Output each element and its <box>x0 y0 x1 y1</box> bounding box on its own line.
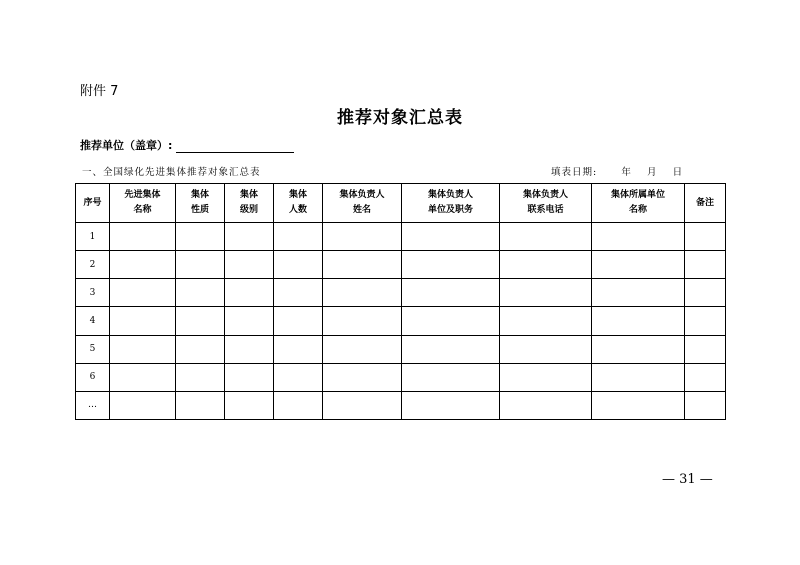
table-cell[interactable] <box>323 363 402 391</box>
column-header-text: 集体 <box>239 190 258 200</box>
column-header-text: 先进集体 <box>124 190 161 200</box>
column-header <box>685 184 726 223</box>
fill-date-year: 年 <box>621 167 632 178</box>
table-cell[interactable] <box>402 391 500 419</box>
table-row <box>76 279 726 307</box>
column-header <box>402 184 500 223</box>
column-header <box>592 184 685 223</box>
column-header-text: 集体负责人 <box>522 190 568 200</box>
table-cell[interactable] <box>592 335 685 363</box>
table-cell[interactable] <box>500 391 592 419</box>
table-cell[interactable] <box>176 279 225 307</box>
fill-date-day: 日 <box>672 167 684 178</box>
column-header <box>76 184 110 223</box>
table-cell[interactable] <box>592 251 685 279</box>
table-cell[interactable] <box>274 223 323 251</box>
table-cell[interactable] <box>402 279 500 307</box>
column-header-text: 级别 <box>239 205 258 215</box>
section-title: 一、全国绿化先进集体推荐对象汇总表 <box>82 167 261 178</box>
table-header-row <box>76 184 726 223</box>
table-cell[interactable] <box>685 251 726 279</box>
table-cell[interactable] <box>225 223 274 251</box>
table-cell[interactable] <box>323 251 402 279</box>
table-cell[interactable] <box>592 391 685 419</box>
column-header-text: 名称 <box>628 205 647 215</box>
table-cell[interactable] <box>110 279 176 307</box>
summary-table <box>75 183 726 420</box>
column-header-text: 备注 <box>695 197 714 208</box>
column-header-text: 姓名 <box>352 205 371 215</box>
table-cell[interactable] <box>110 251 176 279</box>
column-header <box>274 184 323 223</box>
table-cell[interactable] <box>225 363 274 391</box>
table-cell[interactable] <box>110 307 176 335</box>
table-cell[interactable] <box>274 251 323 279</box>
table-cell[interactable] <box>402 335 500 363</box>
column-header-text: 集体所属单位 <box>610 190 665 200</box>
table-cell[interactable] <box>110 363 176 391</box>
row-number-cell: 6 <box>76 363 110 391</box>
table-cell[interactable] <box>685 223 726 251</box>
table-cell[interactable] <box>110 223 176 251</box>
table-cell[interactable] <box>592 307 685 335</box>
table-cell[interactable] <box>323 335 402 363</box>
table-cell[interactable] <box>176 223 225 251</box>
table-cell[interactable] <box>402 363 500 391</box>
table-cell[interactable] <box>685 279 726 307</box>
column-header <box>323 184 402 223</box>
column-header-text: 集体 <box>288 190 307 200</box>
table-cell[interactable] <box>323 279 402 307</box>
table-cell[interactable] <box>274 391 323 419</box>
table-cell[interactable] <box>110 391 176 419</box>
row-number-cell: 1 <box>76 223 110 251</box>
table-cell[interactable] <box>402 251 500 279</box>
table-cell[interactable] <box>274 279 323 307</box>
column-header-text: 联系电话 <box>527 205 564 215</box>
row-number-cell: 2 <box>76 251 110 279</box>
table-cell[interactable] <box>592 279 685 307</box>
fill-date-month: 月 <box>647 167 658 178</box>
column-header <box>176 184 225 223</box>
table-cell[interactable] <box>225 251 274 279</box>
table-cell[interactable] <box>500 307 592 335</box>
table-cell[interactable] <box>685 391 726 419</box>
column-header-text: 集体负责人 <box>427 190 473 200</box>
column-header-text: 序号 <box>83 197 102 208</box>
row-number-cell: … <box>76 391 110 419</box>
table-cell[interactable] <box>592 223 685 251</box>
table-cell[interactable] <box>402 223 500 251</box>
recommend-unit-line <box>80 137 294 153</box>
column-header-text: 人数 <box>288 205 307 215</box>
table-cell[interactable] <box>274 335 323 363</box>
table-cell[interactable] <box>274 363 323 391</box>
table-cell[interactable] <box>176 335 225 363</box>
column-header-text: 集体负责人 <box>339 190 385 200</box>
table-cell[interactable] <box>323 223 402 251</box>
table-cell[interactable] <box>685 307 726 335</box>
page-title: 推荐对象汇总表 <box>337 108 463 128</box>
column-header <box>500 184 592 223</box>
table-cell[interactable] <box>225 279 274 307</box>
column-header <box>110 184 176 223</box>
table-row <box>76 223 726 251</box>
table-cell[interactable] <box>500 251 592 279</box>
column-header-text: 名称 <box>133 205 152 215</box>
table-cell[interactable] <box>274 307 323 335</box>
table-cell[interactable] <box>402 307 500 335</box>
table-cell[interactable] <box>500 223 592 251</box>
table-cell[interactable] <box>110 335 176 363</box>
row-number-cell: 4 <box>76 307 110 335</box>
column-header <box>225 184 274 223</box>
table-cell[interactable] <box>500 279 592 307</box>
table-cell[interactable] <box>592 363 685 391</box>
table-cell[interactable] <box>323 307 402 335</box>
table-cell[interactable] <box>225 391 274 419</box>
table-cell[interactable] <box>500 363 592 391</box>
column-header-text: 单位及职务 <box>427 205 473 215</box>
column-header-text: 集体 <box>190 190 209 200</box>
recommend-unit-field[interactable] <box>176 139 294 153</box>
table-cell[interactable] <box>176 363 225 391</box>
table-cell[interactable] <box>176 251 225 279</box>
fill-date-label: 填表日期: <box>551 167 598 178</box>
table-row <box>76 251 726 279</box>
table-cell[interactable] <box>685 335 726 363</box>
table-cell[interactable] <box>685 363 726 391</box>
table-cell[interactable] <box>500 335 592 363</box>
recommend-unit-label: 推荐单位（盖章）: <box>80 139 173 152</box>
fill-date <box>551 164 683 178</box>
column-header-text: 性质 <box>190 205 209 215</box>
attachment-label: 附件 7 <box>80 84 119 99</box>
row-number-cell: 5 <box>76 335 110 363</box>
table-row <box>76 363 726 391</box>
table-body <box>76 223 726 420</box>
row-number-cell: 3 <box>76 279 110 307</box>
table-cell[interactable] <box>225 335 274 363</box>
table-cell[interactable] <box>176 391 225 419</box>
table-cell[interactable] <box>323 391 402 419</box>
page-number: — 31 — <box>662 472 713 487</box>
table-row <box>76 307 726 335</box>
table-row <box>76 391 726 419</box>
table-cell[interactable] <box>176 307 225 335</box>
table-cell[interactable] <box>225 307 274 335</box>
table-row <box>76 335 726 363</box>
